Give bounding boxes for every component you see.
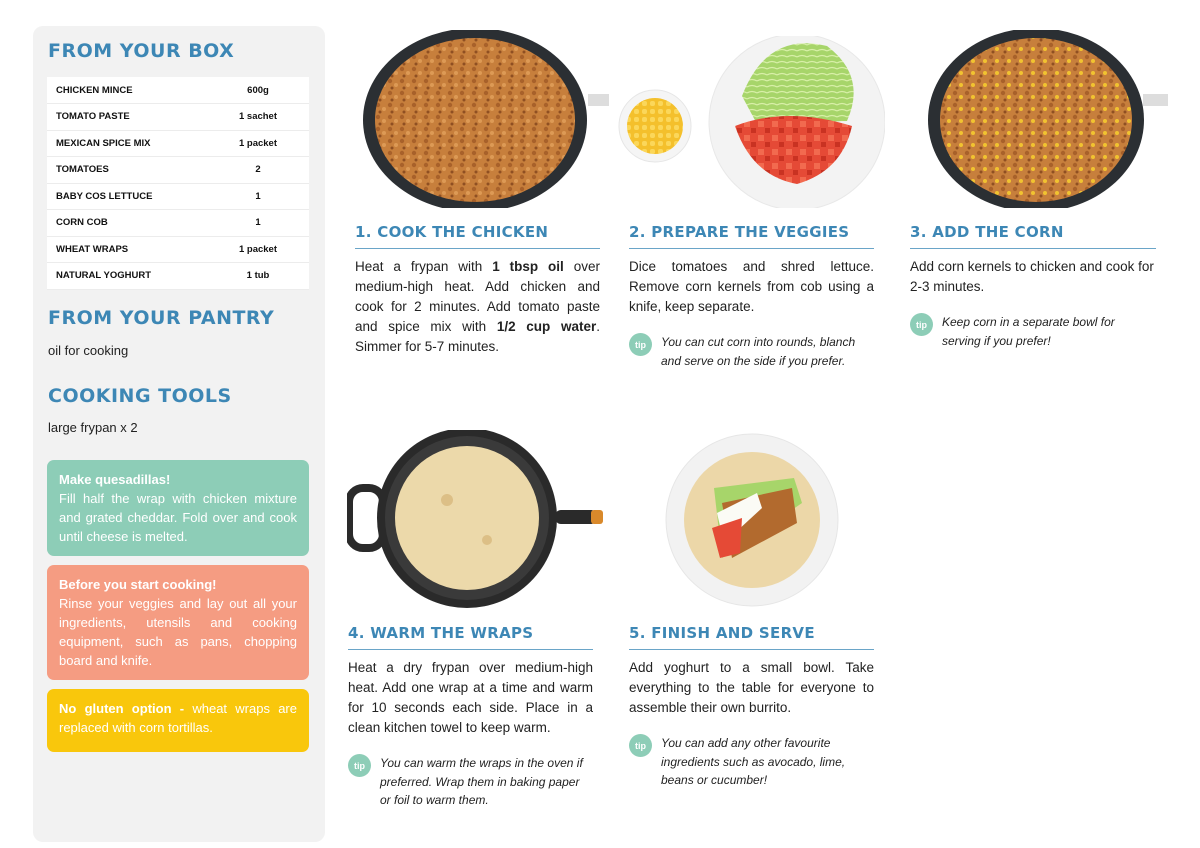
- assembled-burrito-image: [662, 433, 842, 607]
- step-1-body: [355, 257, 600, 357]
- prepared-veggies-image: [617, 36, 885, 208]
- ingredient-name: CHICKEN MINCE: [47, 77, 207, 104]
- cooking-tools-heading: COOKING TOOLS: [48, 385, 232, 407]
- step-1-text-c: . Simmer for 5-7 minutes.: [355, 319, 600, 354]
- step-5-tip-text: You can add any other favourite ingredients such as avocado, lime, beans or cucumber!: [661, 736, 846, 787]
- tip-badge: tip: [910, 313, 933, 336]
- ingredients-table: [47, 77, 309, 290]
- ingredient-name: WHEAT WRAPS: [47, 236, 207, 263]
- cooked-chicken-pan-image: [363, 30, 609, 208]
- step-2-body: Dice tomatoes and shred lettuce. Remove corn kernels from cob using a knife, keep separate.: [629, 259, 874, 314]
- step-3-body: Add corn kernels to chicken and cook for 2-3 minutes.: [910, 259, 1154, 294]
- ingredient-name: CORN COB: [47, 210, 207, 237]
- step-3-tip: [910, 313, 1140, 350]
- step-1-text-a: Heat a frypan with: [355, 259, 493, 274]
- from-your-pantry-heading: FROM YOUR PANTRY: [48, 307, 275, 329]
- ingredient-qty: 1 packet: [207, 130, 309, 157]
- step-3-tip-text: Keep corn in a separate bowl for serving if you prefer!: [942, 315, 1115, 348]
- step-2-title: 2. PREPARE THE VEGGIES: [629, 223, 874, 249]
- gluten-option-box: [47, 689, 309, 752]
- ingredient-qty: 1 tub: [207, 263, 309, 290]
- ingredient-name: NATURAL YOGHURT: [47, 263, 207, 290]
- before-cooking-text: Rinse your veggies and lay out all your ingredients, utensils and cooking equipment, such as pans, chopping board and knife.: [59, 596, 297, 668]
- ingredient-name: TOMATOES: [47, 157, 207, 184]
- tip-badge: tip: [629, 734, 652, 757]
- ingredient-name: BABY COS LETTUCE: [47, 183, 207, 210]
- ingredient-row: [47, 210, 309, 237]
- step-4-tip: [348, 754, 593, 810]
- step-2-tip: [629, 333, 874, 370]
- step-1-bold-water: 1/2 cup water: [496, 319, 597, 334]
- pantry-item: oil for cooking: [48, 343, 129, 358]
- gluten-option-text: wheat wraps are replaced with corn tortillas.: [59, 701, 297, 735]
- ingredient-qty: 1: [207, 183, 309, 210]
- ingredient-qty: 2: [207, 157, 309, 184]
- chicken-corn-pan-image: [928, 30, 1168, 208]
- before-cooking-heading: Before you start cooking!: [59, 577, 217, 592]
- step-4-tip-text: You can warm the wraps in the oven if preferred. Wrap them in baking paper or foil to warm them.: [380, 756, 583, 807]
- tools-item: large frypan x 2: [48, 420, 138, 435]
- step-3-title: 3. ADD THE CORN: [910, 223, 1156, 249]
- ingredient-name: MEXICAN SPICE MIX: [47, 130, 207, 157]
- ingredient-row: [47, 236, 309, 263]
- tip-badge: tip: [629, 333, 652, 356]
- step-1-bold-oil: 1 tbsp oil: [492, 259, 564, 274]
- step-5-title: 5. FINISH AND SERVE: [629, 624, 874, 650]
- ingredients-sidebar: [33, 26, 325, 842]
- ingredient-row: [47, 77, 309, 104]
- step-4-body: Heat a dry frypan over medium-high heat. Add one wrap at a time and warm for 10 seconds each side. Place in a clean kitchen towel to keep warm.: [348, 660, 593, 735]
- quesadillas-heading: Make quesadillas!: [59, 472, 171, 487]
- ingredient-qty: 1 packet: [207, 236, 309, 263]
- before-cooking-box: [47, 565, 309, 680]
- step-1-text-b: over medium-high heat. Add chicken and cook for 2 minutes. Add tomato paste and spice mix with: [355, 259, 600, 334]
- quesadillas-text: Fill half the wrap with chicken mixture and grated cheddar. Fold over and cook until cheese is melted.: [59, 491, 297, 544]
- step-1-title: 1. COOK THE CHICKEN: [355, 223, 600, 249]
- tip-badge: tip: [348, 754, 371, 777]
- ingredient-qty: 600g: [207, 77, 309, 104]
- ingredient-row: [47, 157, 309, 184]
- ingredient-name: TOMATO PASTE: [47, 104, 207, 131]
- step-5-body: Add yoghurt to a small bowl. Take everything to the table for everyone to assemble their own burrito.: [629, 660, 874, 715]
- from-your-box-heading: FROM YOUR BOX: [48, 40, 235, 62]
- step-4-title: 4. WARM THE WRAPS: [348, 624, 593, 650]
- ingredient-qty: 1: [207, 210, 309, 237]
- ingredient-row: [47, 104, 309, 131]
- quesadillas-box: [47, 460, 309, 556]
- ingredient-qty: 1 sachet: [207, 104, 309, 131]
- gluten-option-heading: No gluten option -: [59, 701, 193, 716]
- ingredient-row: [47, 263, 309, 290]
- step-2-tip-text: You can cut corn into rounds, blanch and serve on the side if you prefer.: [661, 335, 856, 368]
- ingredient-row: [47, 183, 309, 210]
- ingredient-row: [47, 130, 309, 157]
- warm-wrap-pan-image: [347, 430, 605, 610]
- step-5-tip: [629, 734, 874, 790]
